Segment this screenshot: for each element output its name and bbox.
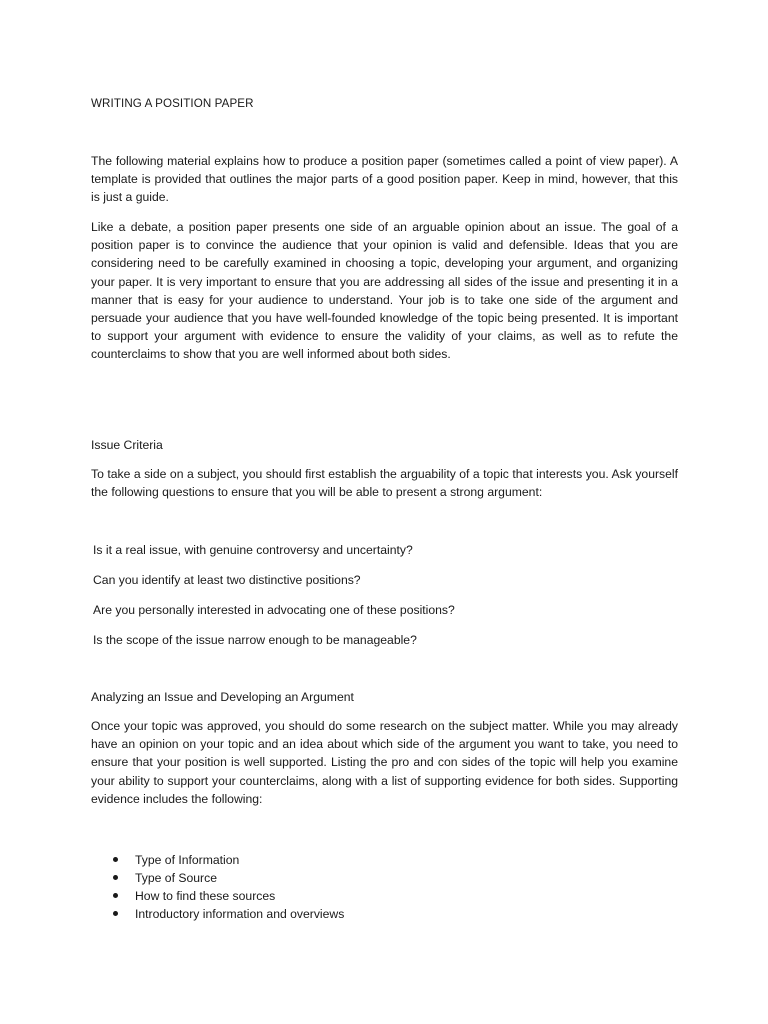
debate-paragraph: Like a debate, a position paper presents one side of an arguable opinion about an issue. The goal of a position paper is to convince the audience that your opinion is valid and defensible. Ideas that you are considering need to be carefully examined in choosing a topic, developing your argument, and organizing your paper. It is very important to ensure that you are addressing all sides of the issue and presenting it in a manner that is easy for your audience to understand. Your job is to take one side of the argument and persuade your audience that you have well-founded knowledge of the topic being presented. It is important to support your argument with evidence to ensure the validity of your claims, as well as to refute the counterclaims to show that you are well informed about both sides.	[91, 220, 678, 362]
list-item	[113, 905, 344, 923]
issue-criteria-paragraph: To take a side on a subject, you should first establish the arguability of a topic that interests you. Ask yourself the following questions to ensure that you will be able to present a strong argument:	[91, 467, 678, 500]
question-item: Are you personally interested in advocating one of these positions?	[93, 603, 455, 617]
bullet-icon	[113, 857, 118, 862]
list-item-label: Type of Source	[135, 871, 217, 885]
bullet-icon	[113, 911, 118, 916]
question-item: Can you identify at least two distinctive positions?	[93, 573, 361, 587]
evidence-list	[113, 851, 344, 923]
list-item	[113, 869, 344, 887]
question-item: Is the scope of the issue narrow enough to be manageable?	[93, 633, 417, 647]
list-item-label: How to find these sources	[135, 889, 276, 903]
bullet-icon	[113, 893, 118, 898]
list-item	[113, 887, 344, 905]
analyzing-heading: Analyzing an Issue and Developing an Argument	[91, 690, 354, 704]
list-item-label: Introductory information and overviews	[135, 907, 345, 921]
bullet-icon	[113, 875, 118, 880]
question-item: Is it a real issue, with genuine controversy and uncertainty?	[93, 543, 413, 557]
intro-paragraph: The following material explains how to produce a position paper (sometimes called a point of view paper). A template is provided that outlines the major parts of a good position paper. Keep in mind, however, that this is just a guide.	[91, 154, 678, 205]
issue-criteria-heading: Issue Criteria	[91, 438, 163, 452]
document-title: WRITING A POSITION PAPER	[91, 97, 254, 110]
list-item	[113, 851, 344, 869]
list-item-label: Type of Information	[135, 853, 240, 867]
analyzing-paragraph: Once your topic was approved, you should do some research on the subject matter. While you may already have an opinion on your topic and an idea about which side of the argument you want to take, you need to ensure that your position is well supported. Listing the pro and con sides of the topic will help you examine your ability to support your counterclaims, along with a list of supporting evidence for both sides. Supporting evidence includes the following:	[91, 719, 678, 806]
